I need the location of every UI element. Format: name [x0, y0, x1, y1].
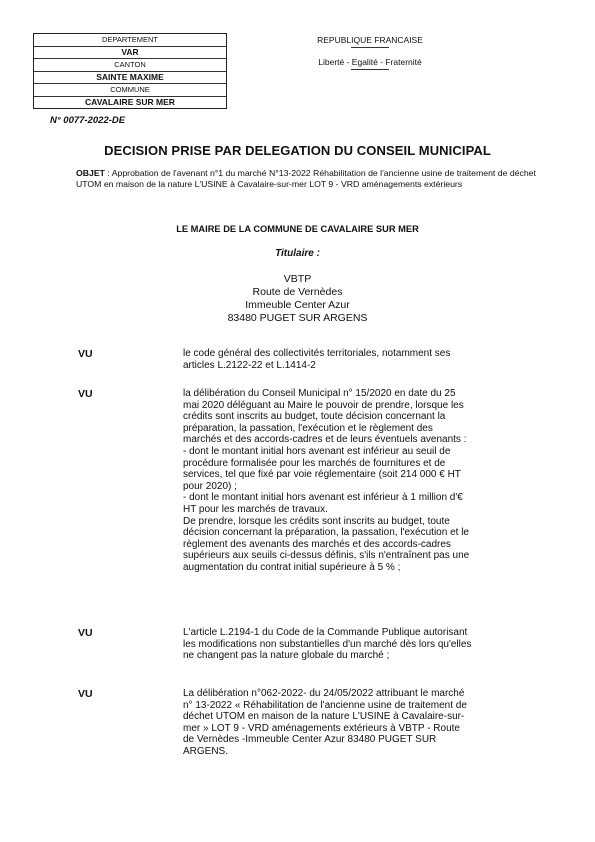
paragraph-line: règlement des avenants des marchés et des accords-cadres	[183, 538, 451, 550]
paragraph-line: La délibération n°062-2022- du 24/05/2022 attribuant le marché	[183, 688, 465, 699]
vu-paragraph-3	[183, 627, 545, 662]
decision-reference: N° 0077-2022-DE	[50, 115, 126, 126]
paragraph-line: la délibération du Conseil Municipal n° 15/2020 en date du 25	[183, 388, 456, 399]
paragraph-line: L'article L.2194-1 du Code de la Commande Publique autorisant	[183, 627, 468, 638]
paragraph-line: ARGENS.	[183, 745, 229, 757]
paragraph-line: pour 2020) ;	[183, 480, 237, 492]
canton-value: SAINTE MAXIME	[34, 72, 226, 85]
paragraph-line: De prendre, lorsque les crédits sont inscrits au budget, toute	[183, 515, 450, 527]
divider	[351, 47, 389, 48]
paragraph-line: décision concernant la préparation, la passation, l'exécution et le	[183, 527, 469, 539]
paragraph-line: mer » LOT 9 - VRD aménagements extérieurs à VBTP - Route	[183, 722, 460, 734]
paragraph-line: - dont le montant initial hors avenant est inférieur à 1 million d'€	[183, 492, 463, 504]
vu-paragraph-4	[183, 688, 545, 758]
vu-paragraph-1	[183, 348, 545, 371]
vu-label: VU	[78, 627, 93, 639]
document-title: DECISION PRISE PAR DELEGATION DU CONSEIL MUNICIPAL	[104, 143, 491, 158]
paragraph-line: les modifications non substantielles d'un marché dès lors qu'elles	[183, 638, 472, 650]
departement-label: DEPARTEMENT	[34, 34, 226, 47]
vu-label: VU	[78, 348, 93, 360]
paragraph-line: augmentation du contrat initial supérieure à 5 % ;	[183, 561, 401, 573]
divider	[351, 69, 389, 70]
commune-label: COMMUNE	[34, 84, 226, 97]
paragraph-line: de Vernèdes -Immeuble Center Azur 83480 PUGET SUR	[183, 734, 437, 746]
objet-paragraph	[76, 168, 546, 190]
paragraph-line: le code général des collectivités territoriales, notamment ses	[183, 348, 451, 359]
paragraph-line: mai 2020 déléguant au Maire le pouvoir de prendre, lorsque les	[183, 399, 464, 411]
titulaire-city: 83480 PUGET SUR ARGENS	[227, 312, 368, 324]
paragraph-line: services, tel que fixé par voie réglementaire (soit 214 000 € HT	[183, 469, 461, 481]
paragraph-line: ne changent pas la nature globale du marché ;	[183, 650, 390, 662]
vu-paragraph-2	[183, 388, 545, 574]
republic-name-text: REPUBLIQUE FRANCAISE	[317, 35, 423, 45]
paragraph-line: marchés et des accords-cadres et de leurs éventuels avenants :	[183, 434, 467, 446]
paragraph-line: HT pour les marchés de travaux.	[183, 503, 328, 515]
canton-label: CANTON	[34, 59, 226, 72]
republic-motto	[300, 57, 440, 70]
titulaire-name: VBTP	[283, 273, 312, 285]
objet-text: : Approbation de l'avenant n°1 du marché N°13-2022 Réhabilitation de l'ancienne usine de traitement de déchet UTOM en maison de la nature L'USINE à Cavalaire-sur-mer LOT 9 - VRD aménagements extérieurs	[76, 168, 536, 189]
paragraph-line: préparation, la passation, l'exécution et le règlement des	[183, 422, 433, 434]
republic-motto-text: Liberté - Egalité - Fraternité	[318, 57, 422, 67]
paragraph-line: procédure formalisée pour les marchés de fournitures et de	[183, 457, 446, 469]
titulaire-heading: Titulaire :	[275, 248, 320, 259]
departement-value: VAR	[34, 47, 226, 60]
objet-label: OBJET	[76, 168, 105, 178]
commune-value: CAVALAIRE SUR MER	[85, 96, 175, 107]
paragraph-line: crédits sont inscrits au budget, toute décision concernant la	[183, 411, 446, 423]
republic-name	[300, 35, 440, 48]
administrative-header-table	[33, 33, 227, 109]
titulaire-street: Route de Vernèdes	[252, 286, 343, 298]
vu-label: VU	[78, 388, 93, 400]
paragraph-line: n° 13-2022 « Réhabilitation de l'ancienne usine de traitement de	[183, 699, 467, 711]
titulaire-address	[0, 273, 595, 325]
vu-label: VU	[78, 688, 93, 700]
paragraph-line: articles L.2122-22 et L.1414-2	[183, 359, 316, 371]
paragraph-line: déchet UTOM en maison de la nature L'USINE à Cavalaire-sur-	[183, 711, 465, 723]
paragraph-line: supérieurs aux seuils ci-dessus définis, s'ils n'entraînent pas une	[183, 550, 470, 562]
paragraph-line: - dont le montant initial hors avenant est inférieur au seuil de	[183, 445, 451, 457]
maire-heading: LE MAIRE DE LA COMMUNE DE CAVALAIRE SUR MER	[176, 224, 419, 234]
titulaire-building: Immeuble Center Azur	[245, 299, 350, 311]
